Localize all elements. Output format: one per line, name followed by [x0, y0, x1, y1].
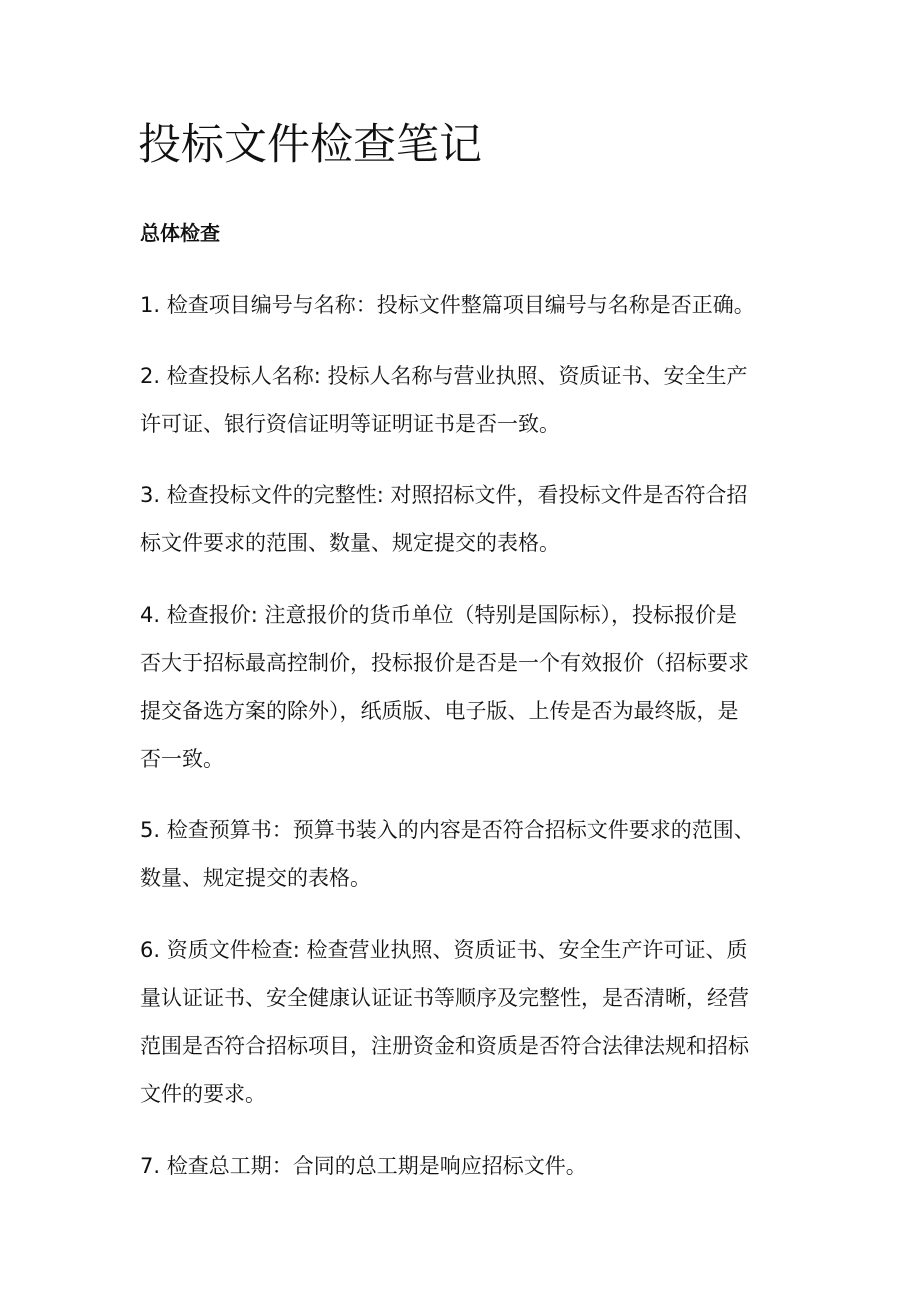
checklist-item-line: 量认证证书、安全健康认证证书等顺序及完整性，是否清晰，经营: [140, 986, 749, 1010]
checklist-item-1: [140, 281, 755, 329]
checklist-item-line: 2. 检查投标人名称: 投标人名称与营业执照、资质证书、安全生产: [140, 364, 748, 388]
checklist-item-7: [140, 1142, 587, 1190]
checklist-item-line: 提交备选方案的除外），纸质版、电子版、上传是否为最终版，是: [140, 699, 739, 723]
checklist-item-line: 文件的要求。: [140, 1082, 266, 1106]
checklist-item-2: [140, 352, 747, 448]
checklist-item-line: 数量、规定提交的表格。: [140, 866, 371, 890]
checklist-item-6: [140, 926, 749, 1118]
page-title: 投标文件检查笔记: [138, 120, 482, 170]
checklist-item-5: [140, 806, 755, 902]
checklist-item-line: 标文件要求的范围、数量、规定提交的表格。: [140, 531, 560, 555]
checklist-item-line: 7. 检查总工期：合同的总工期是响应招标文件。: [140, 1154, 587, 1178]
checklist-item-line: 4. 检查报价: 注意报价的货币单位（特别是国际标），投标报价是: [140, 603, 737, 627]
checklist-item-line: 3. 检查投标文件的完整性: 对照招标文件，看投标文件是否符合招: [140, 483, 748, 507]
checklist-item-line: 许可证、银行资信证明等证明证书是否一致。: [140, 412, 560, 436]
checklist-item-3: [140, 471, 747, 567]
checklist-item-line: 5. 检查预算书：预算书装入的内容是否符合招标文件要求的范围、: [140, 818, 755, 842]
section-heading: 总体检查: [140, 221, 220, 245]
checklist-item-line: 否大于招标最高控制价，投标报价是否是一个有效报价（招标要求: [140, 651, 749, 675]
checklist-item-line: 范围是否符合招标项目，注册资金和资质是否符合法律法规和招标: [140, 1034, 749, 1058]
checklist-item-line: 否一致。: [140, 747, 224, 771]
checklist-item-4: [140, 591, 749, 783]
checklist-item-line: 6. 资质文件检查: 检查营业执照、资质证书、安全生产许可证、质: [140, 938, 748, 962]
checklist-item-line: 1. 检查项目编号与名称：投标文件整篇项目编号与名称是否正确。: [140, 293, 755, 317]
